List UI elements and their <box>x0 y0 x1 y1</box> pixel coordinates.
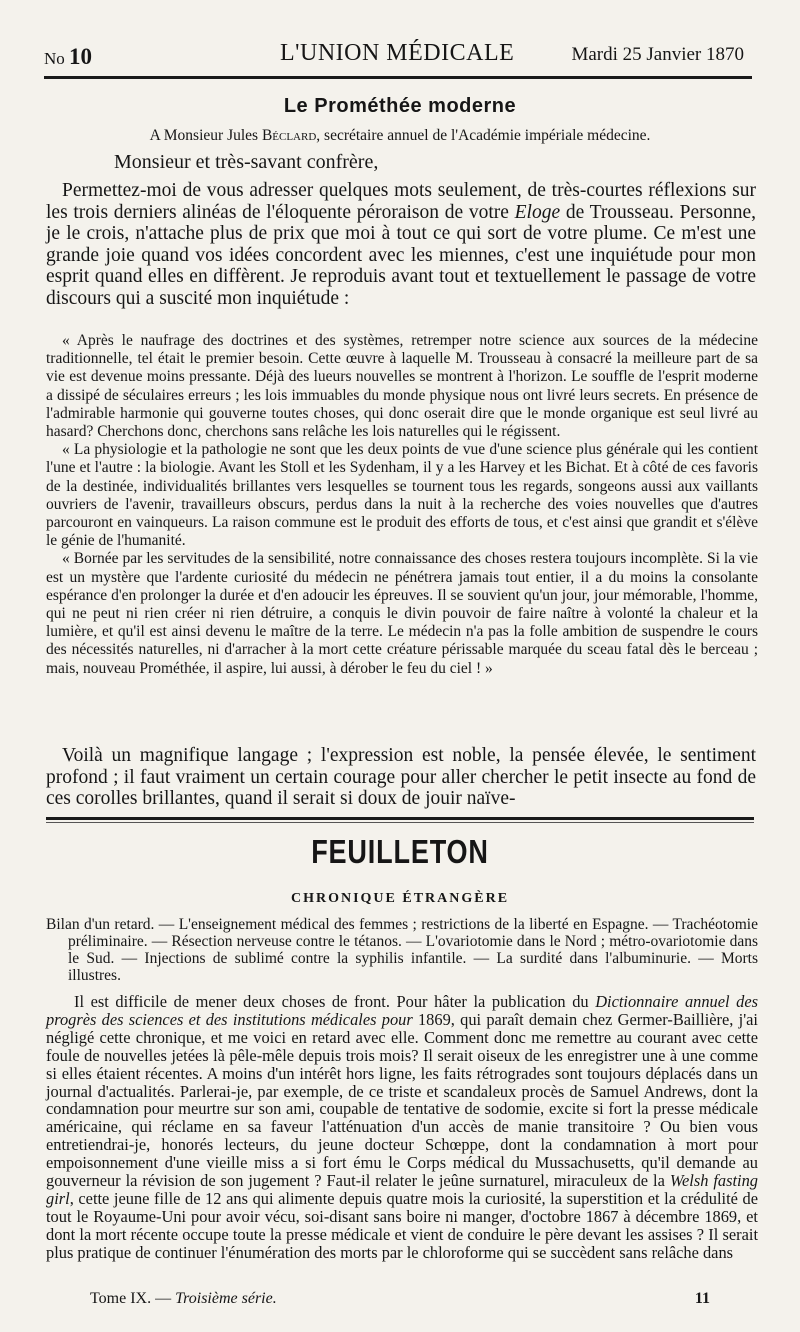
body-text-3: , cette jeune fille de 12 ans qui alimente depuis quatre mois la curiosité, la superstition et la crédulité de tout le Royaume-Uni pour avoir vécu, soi-disant sans boire ni manger, d'octobre 1867 à décembre 1869, et dont la mort récente occupe toute la presse médicale et vient de conduire le père devant les assises ? Il serait plus pratique de continuer l'énumération des morts par le chloroforme qui se succèdent sans relâche dans <box>46 1188 758 1262</box>
body-text-2: 1869, qui paraît demain chez Germer-Baillière, j'ai négligé cette chronique, et me voici en retard avec elle. Comment donc me remettre au courant avec cette foule de nouvelles jetées là pêle-mêle depuis trois mois? Il serait oiseux de les enregistrer une à une comme si elles étaient récentes. A moins d'un intérêt hors ligne, les faits rétrogrades sont toujours déplacés dans un journal d'actualités. Parlerai-je, par exemple, de ce triste et scandaleux procès de Samuel Andrews, dont la condamnation pour meurtre sur son ami, coupable de tentative de sodomie, excite si fort la presse médicale américaine, qui réclame en sa faveur l'atténuation d'un accès de manie transitoire ? Ou bien vous entretiendrai-je, honorés lecteurs, du jeune docteur Schœppe, dont la condamnation à mort pour empoisonnement d'une vieille miss a si fort ému le Corps médical du Mussachusetts, qu'il demande au gouverneur la révision de son jugement ? Faut-il relater le jeûne surnaturel, miraculeux de la <box>46 1009 758 1191</box>
dedication-prefix: A Monsieur Jules <box>149 127 259 144</box>
salutation: Monsieur et très-savant confrère, <box>114 151 379 173</box>
feuilleton-body <box>46 993 758 1262</box>
feuilleton-paragraph <box>46 993 758 1262</box>
intro-emphasis: Eloge <box>514 201 561 223</box>
closing-paragraph: Voilà un magnifique langage ; l'expression est noble, la pensée élevée, le sentiment profond ; il faut vraiment un certain courage pour aller chercher le petit insecte au fond de ces corolles brillantes, quand il serait si doux de jouir naïve- <box>46 745 756 809</box>
issue-number-value: 10 <box>69 44 93 69</box>
issue-number-prefix: No <box>44 49 65 68</box>
body-emphasis-2: Welsh fasting girl <box>46 1171 758 1208</box>
dedication-name: Béclard <box>261 127 317 144</box>
article-closing <box>46 745 756 810</box>
article-title: Le Prométhée moderne <box>283 95 517 117</box>
feuilleton-summary <box>46 916 758 984</box>
quote-paragraph-2: « La physiologie et la pathologie ne sont que les deux points de vue d'une science plus générale qui les contient l'une et l'autre : la biologie. Avant les Stoll et les Sydenham, il y a les Harvey et les Bichat. Et à côté de ces favoris de la destinée, individualités brillantes vers lesquelles se tournent tous les regards, songeons aussi aux vaillants ouvriers de l'avenir, travailleurs obscurs, perdus dans la nuit à la recherche des voies nouvelles que d'autres parcouront en vainqueurs. La raison commune est le produit des efforts de tous, et c'est ainsi que grandit et s'élève le génie de l'humanité. <box>46 441 758 550</box>
dedication-suffix: , secrétaire annuel de l'Académie impériale médecine. <box>316 127 651 144</box>
journal-title: L'UNION MÉDICALE <box>280 40 515 66</box>
intro-text: Permettez-moi de vous adresser quelques mots seulement, de très-courtes réflexions sur les trois derniers alinéas de l'éloquente péroraison de votre <box>46 180 756 223</box>
feuilleton-subtitle: CHRONIQUE ÉTRANGÈRE <box>290 891 510 906</box>
serie-text: Troisième série. <box>175 1290 277 1307</box>
intro-text-cont: de Trousseau. Personne, je le crois, n'attache plus de prix que moi à tout ce qui sort de votre plume. Ce m'est une grande joie quand vos idées concordent avec les miennes, c'est une inquiétude pour mon esprit quand elles en diffèrent. Je reproduis avant tout et textuellement le passage de votre discours qui a suscité mon inquiétude : <box>46 201 757 309</box>
feuilleton-title: FEUILLETON <box>311 833 489 870</box>
summary-paragraph: Bilan d'un retard. — L'enseignement médical des femmes ; restrictions de la liberté en Espagne. — Trachéotomie préliminaire. — Résection nerveuse contre le tétanos. — L'ovariotomie dans le Nord ; métro-ovariotomie dans le Sud. — Injections de sublimé contre la syphilis infantile. — La surdité dans l'albuminurie. — Morts illustres. <box>46 916 758 984</box>
article-intro <box>46 180 756 309</box>
feuilleton-divider <box>46 817 754 823</box>
body-emphasis-1: Dictionnaire annuel des progrès des sciences et des institutions médicales pour <box>46 992 759 1029</box>
page-number: 11 <box>694 1290 710 1307</box>
body-text-1: Il est difficile de mener deux choses de front. Pour hâter la publication du <box>74 992 596 1011</box>
issue-date: Mardi 25 Janvier 1870 <box>571 44 744 65</box>
quoted-passage <box>46 332 758 678</box>
tome-label <box>90 1290 277 1308</box>
header-rule <box>44 76 752 79</box>
article-dedication <box>0 127 800 145</box>
issue-number <box>44 44 92 70</box>
intro-paragraph <box>46 180 756 309</box>
quote-paragraph-1: « Après le naufrage des doctrines et des systèmes, retremper notre science aux sources de la médecine traditionnelle, tel était le premier besoin. Cette œuvre à laquelle M. Trousseau à consacré la meilleure part de sa vie est devenue moins pressante. Déjà des lueurs nouvelles se montrent à l'horizon. Le souffle de l'esprit moderne a dissipé de séculaires erreurs ; les lois immuables du monde physique nous ont livré leurs secrets. En présence de l'admirable harmonie qui gouverne toutes choses, qui donc oserait dire que le monde organique est seul livré au hasard? Cherchons donc, cherchons sans relâche les lois naturelles qui le régissent. <box>46 332 758 441</box>
masthead <box>44 40 758 70</box>
quote-paragraph-3: « Bornée par les servitudes de la sensibilité, notre connaissance des choses restera toujours incomplète. Si la vie est un mystère que l'ardente curiosité du médecin ne pénétrera jamais tout entier, il a du moins la consolante espérance d'en prolonger la durée et d'en adoucir les épreuves. Il se souvient qu'un jour, jour mémorable, l'homme, qui ne peut ni rien créer ni rien détruire, a conquis le divin pouvoir de faire naître à volonté la chaleur et la lumière, et qu'il est ainsi devenu le maître de la terre. Le médecin n'a pas la folle ambition de suspendre le cours des nécessités naturelles, ni d'arracher à la mort cette créature périssable marquée du sceau fatal dès le berceau ; mais, nouveau Prométhée, il aspire, lui aussi, à dérober le feu du ciel ! » <box>46 550 758 677</box>
tome-text: Tome IX. — <box>90 1290 176 1307</box>
